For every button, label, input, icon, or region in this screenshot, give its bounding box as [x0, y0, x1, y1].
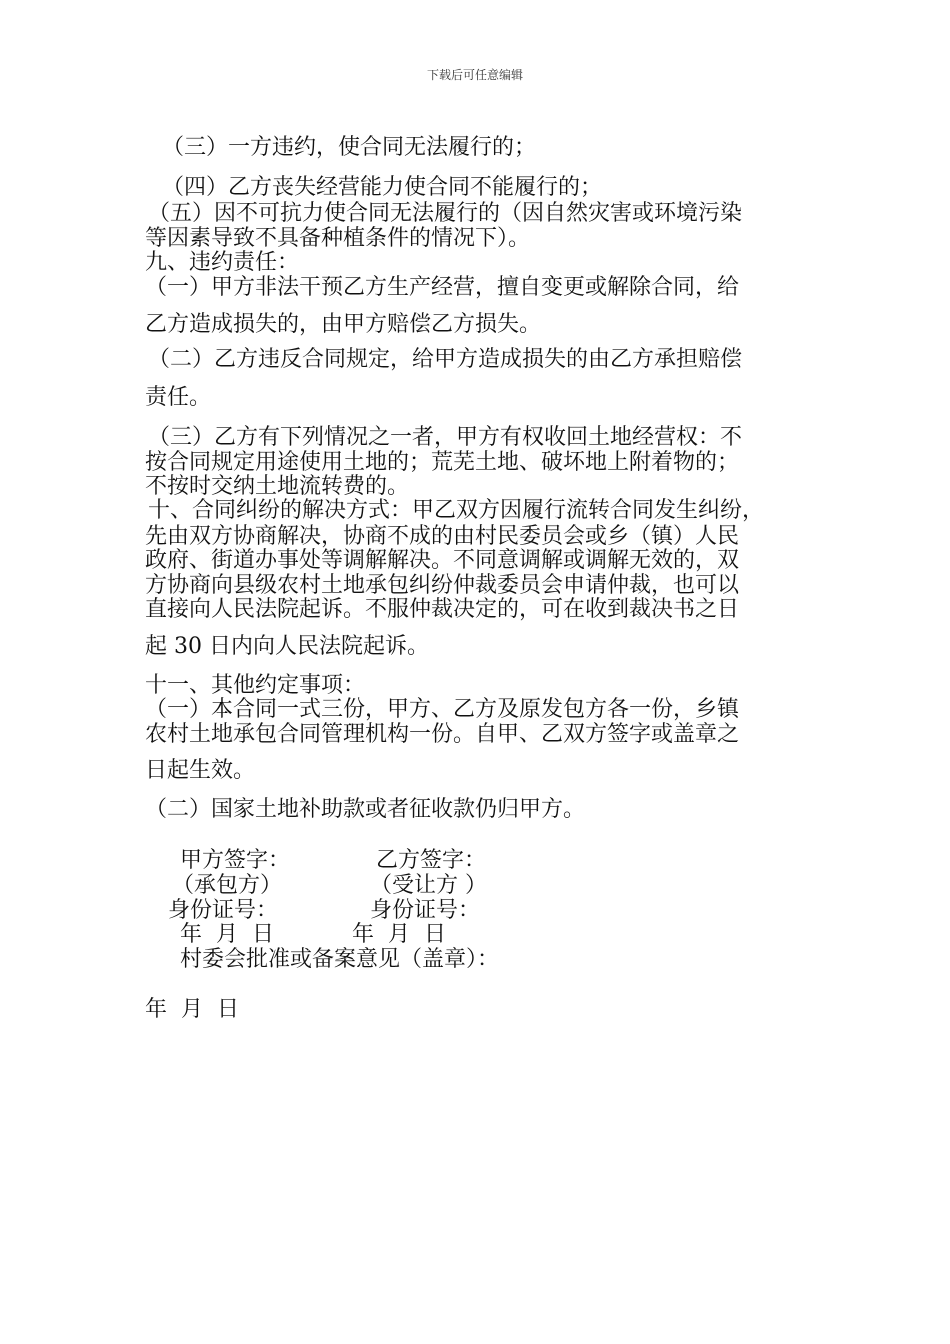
clause-line: 乙方造成损失的，由甲方赔偿乙方损失。 [145, 312, 542, 337]
clause-line: 方协商向县级农村土地承包纠纷仲裁委员会申请仲裁，也可以 [145, 573, 740, 598]
section-heading: 十一、其他约定事项： [145, 673, 366, 698]
party-a-role-label: （承包方） [172, 873, 283, 898]
clause-line: （一）本合同一式三份，甲方、乙方及原发包方各一份，乡镇 [145, 697, 740, 722]
party-a-id-label: 身份证号： [168, 898, 279, 923]
party-b-signature-label: 乙方签字： [376, 848, 487, 873]
clause-line: 不按时交纳土地流转费的。 [145, 474, 410, 499]
clause-line: （一）甲方非法干预乙方生产经营，擅自变更或解除合同，给 [145, 275, 740, 300]
clause-line: （四）乙方丧失经营能力使合同不能履行的； [162, 175, 603, 200]
section-heading: 九、违约责任： [145, 250, 300, 275]
clause-line: 直接向人民法院起诉。不服仲裁决定的，可在收到裁决书之日 [145, 597, 740, 622]
party-b-date-label: 年 月 日 [352, 922, 446, 947]
clause-line: 农村土地承包合同管理机构一份。自甲、乙双方签字或盖章之 [145, 722, 740, 747]
clause-line: （三）一方违约，使合同无法履行的； [162, 135, 537, 160]
section-heading: 十、合同纠纷的解决方式：甲乙双方因履行流转合同发生纠纷， [148, 498, 765, 523]
clause-line: 日起生效。 [145, 758, 256, 783]
clause-line: 先由双方协商解决，协商不成的由村民委员会或乡（镇）人民 [145, 524, 740, 549]
final-date-label: 年 月 日 [145, 997, 239, 1022]
clause-line: 责任。 [145, 385, 212, 410]
party-a-signature-label: 甲方签字： [180, 848, 291, 873]
party-b-role-label: （受让方 ） [370, 873, 487, 898]
village-committee-opinion-label: 村委会批准或备案意见（盖章）： [180, 947, 500, 972]
clause-line: 起 30 日内向人民法院起诉。 [145, 634, 429, 659]
clause-line: 政府、街道办事处等调解解决。不同意调解或调解无效的，双 [145, 548, 740, 573]
clause-line: （三）乙方有下列情况之一者，甲方有权收回土地经营权：不 [148, 425, 743, 450]
clause-line: （二）乙方违反合同规定，给甲方造成损失的由乙方承担赔偿 [148, 347, 743, 372]
page-header: 下载后可任意编辑 [426, 68, 523, 82]
clause-line: （五）因不可抗力使合同无法履行的（因自然灾害或环境污染 [148, 201, 743, 226]
party-b-id-label: 身份证号： [370, 898, 481, 923]
clause-line: 等因素导致不具备种植条件的情况下）。 [145, 226, 531, 251]
clause-line: 按合同规定用途使用土地的；荒芜土地、破坏地上附着物的； [145, 450, 740, 475]
party-a-date-label: 年 月 日 [180, 922, 274, 947]
clause-line: （二）国家土地补助款或者征收款仍归甲方。 [145, 797, 586, 822]
